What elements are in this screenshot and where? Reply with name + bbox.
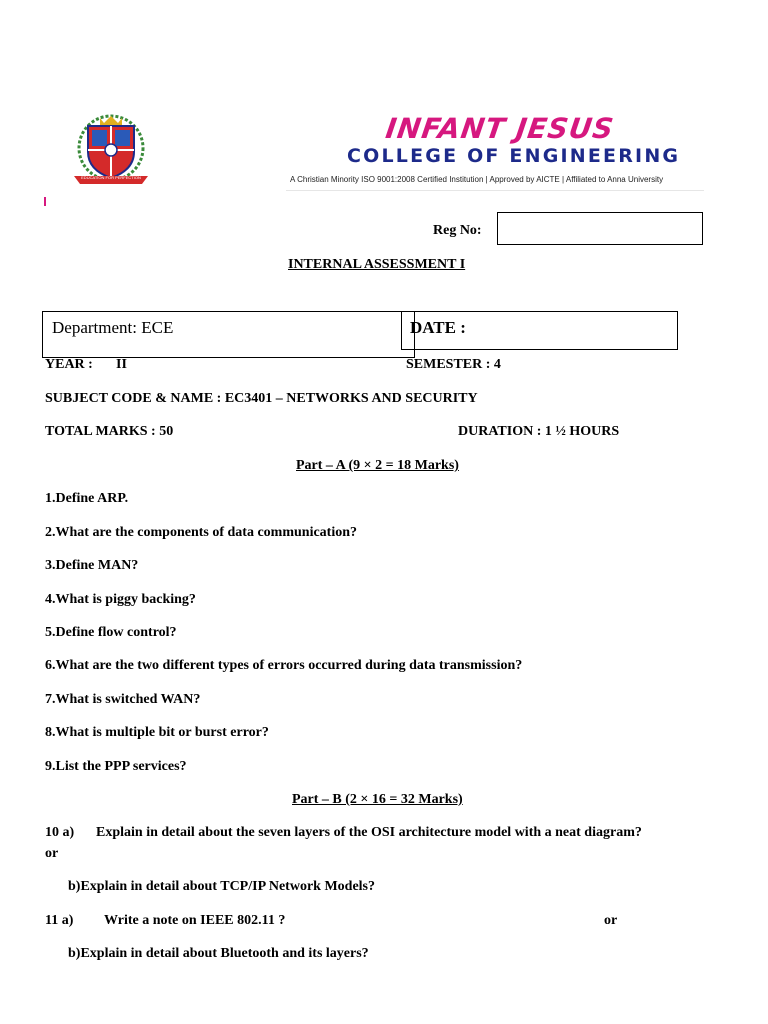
subject: SUBJECT CODE & NAME : EC3401 – NETWORKS AND SECURITY <box>45 391 478 406</box>
reg-no-box[interactable] <box>497 212 703 245</box>
question-11b: b)Explain in detail about Bluetooth and its layers? <box>68 946 369 961</box>
header-divider <box>286 190 704 191</box>
question-8: 8.What is multiple bit or burst error? <box>45 725 269 740</box>
question-3: 3.Define MAN? <box>45 558 139 573</box>
question-10-or: or <box>45 846 59 861</box>
question-11a: Write a note on IEEE 802.11 ? <box>104 913 286 928</box>
date-box <box>401 311 678 350</box>
exam-title: INTERNAL ASSESSMENT I <box>288 257 466 272</box>
part-b-title: Part – B (2 × 16 = 32 Marks) <box>292 792 463 807</box>
year-value: II <box>116 357 127 372</box>
question-9: 9.List the PPP services? <box>45 759 187 774</box>
year-label: YEAR : <box>45 357 93 372</box>
question-7: 7.What is switched WAN? <box>45 692 201 707</box>
duration: DURATION : 1 ½ HOURS <box>458 424 620 439</box>
question-1: 1.Define ARP. <box>45 491 129 506</box>
question-6: 6.What are the two different types of errors occurred during data transmission? <box>45 658 523 673</box>
question-4: 4.What is piggy backing? <box>45 592 196 607</box>
college-brand-name: INFANT JESUS <box>383 112 617 145</box>
question-11-or: or <box>604 913 618 928</box>
question-2: 2.What are the components of data communication? <box>45 525 358 540</box>
part-a-title: Part – A (9 × 2 = 18 Marks) <box>296 458 459 473</box>
question-10a: Explain in detail about the seven layers of the OSI architecture model with a neat diagram? <box>96 825 642 840</box>
semester: SEMESTER : 4 <box>406 357 501 372</box>
total-marks: TOTAL MARKS : 50 <box>45 424 174 439</box>
question-10a-number: 10 a) <box>45 825 75 840</box>
question-5: 5.Define flow control? <box>45 625 177 640</box>
reg-no-label: Reg No: <box>433 223 482 238</box>
department-label: Department: ECE <box>52 318 174 337</box>
college-name: COLLEGE OF ENGINEERING <box>347 145 681 167</box>
question-11a-number: 11 a) <box>45 913 74 928</box>
emblem-motto: EDUCATION FOR PERFECTION <box>81 175 141 180</box>
department-box <box>42 311 415 358</box>
college-emblem <box>70 112 152 186</box>
college-tagline: A Christian Minority ISO 9001:2008 Certified Institution | Approved by AICTE | Affiliated to Anna University <box>290 175 664 184</box>
question-10b: b)Explain in detail about TCP/IP Network Models? <box>68 879 376 894</box>
date-label: DATE : <box>410 318 466 337</box>
margin-mark <box>44 197 46 206</box>
